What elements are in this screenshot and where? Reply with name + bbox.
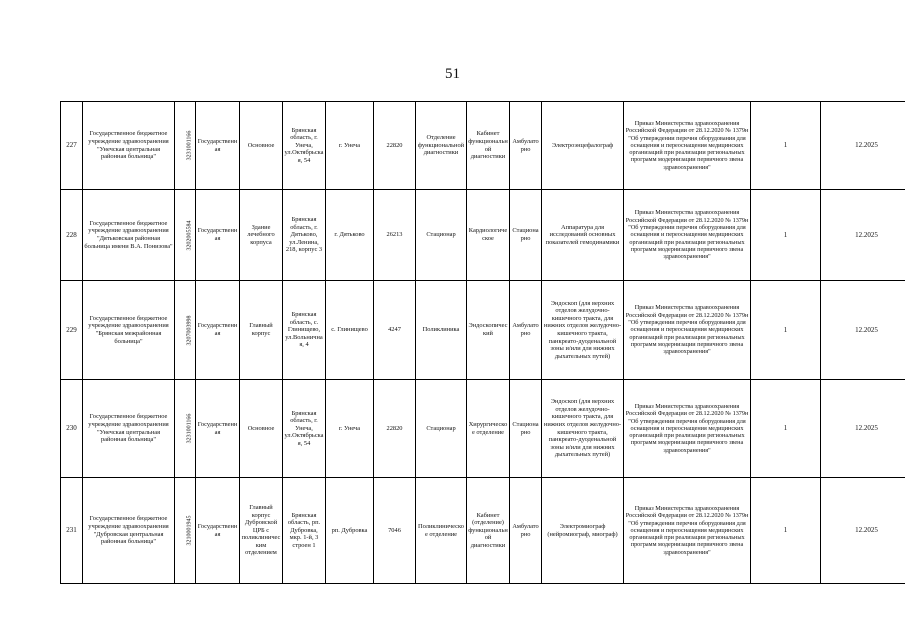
- care-type: Амбулаторно: [510, 281, 542, 380]
- care-type: Стационарно: [510, 190, 542, 281]
- unit-name: Поликлиника: [416, 281, 467, 380]
- table-row: [61, 380, 905, 478]
- table-row: [61, 102, 905, 190]
- organization-name: Государственное бюджетное учреждение здравоохранения "Брянская межрайонная больница": [83, 281, 175, 380]
- delivery-date: 12.2025: [821, 478, 905, 584]
- cabinet-name: Кабинет функциональной диагностики: [467, 102, 510, 190]
- unit-name: Поликлиническое отделение: [416, 478, 467, 584]
- legal-basis: Приказ Министерства здравоохранения Российской Федерации от 28.12.2020 № 1379н "Об утверждении перечня оборудования для оснащения и переоснащения медицинских организаций при реализации региональных программ модернизации первичного звена здравоохранения": [624, 281, 751, 380]
- equipment-table: [60, 101, 905, 584]
- inn-code: 3231001166: [175, 380, 196, 478]
- equipment-name: Электромиограф (нейромиограф, миограф): [542, 478, 624, 584]
- row-number: 229: [61, 281, 83, 380]
- ownership-form: Государственная: [196, 281, 240, 380]
- organization-name: Государственное бюджетное учреждение здравоохранения "Унечская центральная районная больница": [83, 102, 175, 190]
- page-number: 51: [445, 66, 460, 82]
- locality: г. Унеча: [326, 102, 374, 190]
- inn-code: 3231001166: [175, 102, 196, 190]
- unit-name: Отделение функциональной диагностики: [416, 102, 467, 190]
- building-address: Брянская область, г. Дятьково, ул.Ленина, 218, корпус 3: [283, 190, 326, 281]
- quantity: 1: [751, 102, 821, 190]
- locality: г. Дятьково: [326, 190, 374, 281]
- unit-name: Стационар: [416, 380, 467, 478]
- cabinet-name: Кардиологическое: [467, 190, 510, 281]
- organization-name: Государственное бюджетное учреждение здравоохранения "Унечская центральная районная больница": [83, 380, 175, 478]
- legal-basis: Приказ Министерства здравоохранения Российской Федерации от 28.12.2020 № 1379н "Об утверждении перечня оборудования для оснащения и переоснащения медицинских организаций при реализации региональных программ модернизации первичного звена здравоохранения": [624, 102, 751, 190]
- table-row: [61, 281, 905, 380]
- building-name: Главный корпус: [240, 281, 283, 380]
- organization-name: Государственное бюджетное учреждение здравоохранения "Дубровская центральная районная больница": [83, 478, 175, 584]
- building-address: Брянская область, г. Унеча, ул.Октябрьская, 54: [283, 380, 326, 478]
- quantity: 1: [751, 478, 821, 584]
- building-name: Здание лечебного корпуса: [240, 190, 283, 281]
- quantity: 1: [751, 190, 821, 281]
- row-number: 227: [61, 102, 83, 190]
- care-type: Стационарно: [510, 380, 542, 478]
- row-number: 230: [61, 380, 83, 478]
- locality: г. Унеча: [326, 380, 374, 478]
- cabinet-name: Кабинет (отделение) функциональной диагностики: [467, 478, 510, 584]
- building-address: Брянская область, рп. Дубровка, мкр. 1-й, 3 строен 1: [283, 478, 326, 584]
- delivery-date: 12.2025: [821, 380, 905, 478]
- legal-basis: Приказ Министерства здравоохранения Российской Федерации от 28.12.2020 № 1379н "Об утверждении перечня оборудования для оснащения и переоснащения медицинских организаций при реализации региональных программ модернизации первичного звена здравоохранения": [624, 478, 751, 584]
- cabinet-name: Хирургическое отделение: [467, 380, 510, 478]
- ownership-form: Государственная: [196, 102, 240, 190]
- population: 7046: [374, 478, 416, 584]
- care-type: Амбулаторно: [510, 478, 542, 584]
- delivery-date: 12.2025: [821, 281, 905, 380]
- building-name: Главный корпус Дубровской ЦРБ с поликлиническим отделением: [240, 478, 283, 584]
- delivery-date: 12.2025: [821, 102, 905, 190]
- table-row: [61, 478, 905, 584]
- unit-name: Стационар: [416, 190, 467, 281]
- table-row: [61, 190, 905, 281]
- locality: с. Глинищево: [326, 281, 374, 380]
- ownership-form: Государственная: [196, 478, 240, 584]
- cabinet-name: Эндоскопический: [467, 281, 510, 380]
- equipment-name: Аппаратура для исследований основных показателей гемодинамики: [542, 190, 624, 281]
- building-name: Основное: [240, 102, 283, 190]
- population: 22820: [374, 380, 416, 478]
- legal-basis: Приказ Министерства здравоохранения Российской Федерации от 28.12.2020 № 1379н "Об утверждении перечня оборудования для оснащения и переоснащения медицинских организаций при реализации региональных программ модернизации первичного звена здравоохранения": [624, 380, 751, 478]
- equipment-name: Эндоскоп (для верхних отделов желудочно-кишечного тракта, для нижних отделов желудочно-кишечного тракта, панкреато-дуоденальной зоны и/или для нижних дыхательных путей): [542, 281, 624, 380]
- locality: рп. Дубровка: [326, 478, 374, 584]
- care-type: Амбулаторно: [510, 102, 542, 190]
- population: 26213: [374, 190, 416, 281]
- inn-code: 3210001945: [175, 478, 196, 584]
- legal-basis: Приказ Министерства здравоохранения Российской Федерации от 28.12.2020 № 1379н "Об утверждении перечня оборудования для оснащения и переоснащения медицинских организаций при реализации региональных программ модернизации первичного звена здравоохранения": [624, 190, 751, 281]
- equipment-name: Эндоскоп (для верхних отделов желудочно-кишечного тракта, для нижних отделов желудочно-кишечного тракта, панкреато-дуоденальной зоны и/или для нижних дыхательных путей): [542, 380, 624, 478]
- building-address: Брянская область, г. Унеча, ул.Октябрьская, 54: [283, 102, 326, 190]
- building-name: Основное: [240, 380, 283, 478]
- delivery-date: 12.2025: [821, 190, 905, 281]
- row-number: 228: [61, 190, 83, 281]
- building-address: Брянская область, с. Глинищево, ул.Вольничная, 4: [283, 281, 326, 380]
- ownership-form: Государственная: [196, 190, 240, 281]
- population: 4247: [374, 281, 416, 380]
- inn-code: 3202005584: [175, 190, 196, 281]
- quantity: 1: [751, 380, 821, 478]
- ownership-form: Государственная: [196, 380, 240, 478]
- organization-name: Государственное бюджетное учреждение здравоохранения "Дятьковская районная больница имени В.А. Понизова": [83, 190, 175, 281]
- quantity: 1: [751, 281, 821, 380]
- equipment-name: Электроэнцефалограф: [542, 102, 624, 190]
- row-number: 231: [61, 478, 83, 584]
- inn-code: 3207003998: [175, 281, 196, 380]
- population: 22820: [374, 102, 416, 190]
